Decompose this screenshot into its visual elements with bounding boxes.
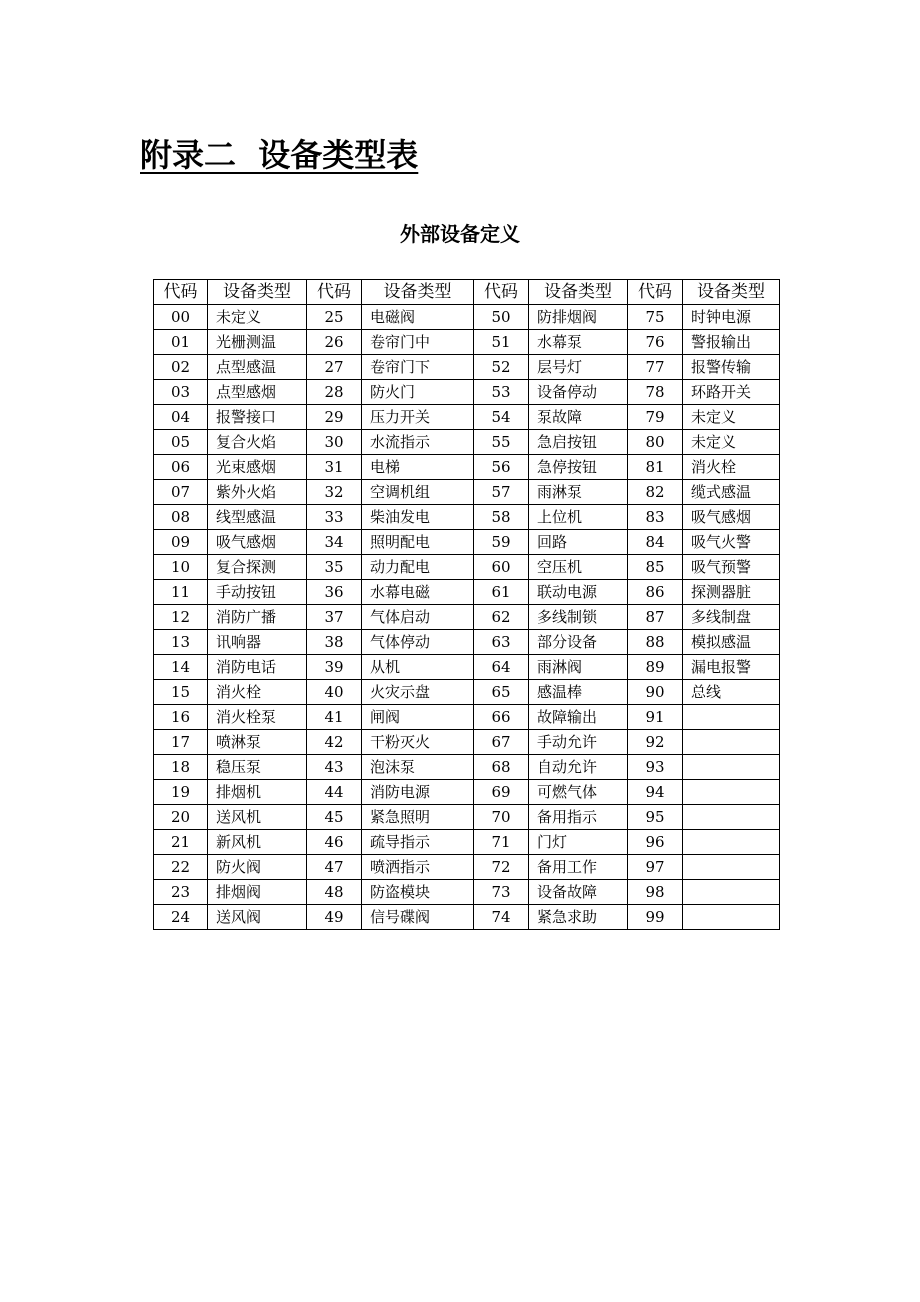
code-cell: 24	[154, 905, 208, 930]
device-type-cell: 可燃气体	[529, 780, 628, 805]
code-cell: 27	[307, 355, 362, 380]
code-cell: 43	[307, 755, 362, 780]
code-cell: 46	[307, 830, 362, 855]
table-header-row	[154, 280, 780, 305]
device-type-cell: 紫外火焰	[208, 480, 307, 505]
code-cell: 84	[628, 530, 683, 555]
code-cell: 66	[474, 705, 529, 730]
code-cell: 92	[628, 730, 683, 755]
code-cell: 07	[154, 480, 208, 505]
table-row	[154, 730, 780, 755]
device-type-cell: 喷淋泵	[208, 730, 307, 755]
code-cell: 70	[474, 805, 529, 830]
device-type-cell: 水幕泵	[529, 330, 628, 355]
device-type-cell: 吸气感烟	[208, 530, 307, 555]
code-cell: 48	[307, 880, 362, 905]
code-cell: 12	[154, 605, 208, 630]
code-cell: 85	[628, 555, 683, 580]
code-cell: 41	[307, 705, 362, 730]
device-type-cell: 信号碟阀	[362, 905, 474, 930]
code-cell: 93	[628, 755, 683, 780]
code-cell: 36	[307, 580, 362, 605]
device-type-cell: 火灾示盘	[362, 680, 474, 705]
code-cell: 89	[628, 655, 683, 680]
device-type-cell: 消火栓	[683, 455, 780, 480]
column-header-device-type: 设备类型	[529, 280, 628, 305]
code-cell: 23	[154, 880, 208, 905]
table-row	[154, 330, 780, 355]
device-type-cell: 紧急求助	[529, 905, 628, 930]
table-row	[154, 455, 780, 480]
code-cell: 35	[307, 555, 362, 580]
device-type-cell: 联动电源	[529, 580, 628, 605]
code-cell: 45	[307, 805, 362, 830]
page-title: 附录二 设备类型表	[140, 136, 419, 174]
device-type-cell: 消防电话	[208, 655, 307, 680]
device-type-cell: 疏导指示	[362, 830, 474, 855]
table-body	[154, 305, 780, 930]
table-row	[154, 905, 780, 930]
code-cell: 11	[154, 580, 208, 605]
device-type-cell: 点型感温	[208, 355, 307, 380]
device-type-cell: 雨淋阀	[529, 655, 628, 680]
device-type-cell: 消火栓	[208, 680, 307, 705]
device-type-cell: 电磁阀	[362, 305, 474, 330]
device-type-cell: 水流指示	[362, 430, 474, 455]
code-cell: 61	[474, 580, 529, 605]
device-type-cell: 干粉灭火	[362, 730, 474, 755]
code-cell: 04	[154, 405, 208, 430]
code-cell: 83	[628, 505, 683, 530]
code-cell: 62	[474, 605, 529, 630]
device-type-cell: 排烟机	[208, 780, 307, 805]
code-cell: 21	[154, 830, 208, 855]
device-type-cell: 喷洒指示	[362, 855, 474, 880]
device-type-cell: 上位机	[529, 505, 628, 530]
device-type-cell: 未定义	[683, 405, 780, 430]
table-row	[154, 505, 780, 530]
code-cell: 75	[628, 305, 683, 330]
code-cell: 32	[307, 480, 362, 505]
table-row	[154, 755, 780, 780]
device-type-cell: 缆式感温	[683, 480, 780, 505]
device-type-cell: 泵故障	[529, 405, 628, 430]
code-cell: 73	[474, 880, 529, 905]
device-type-cell: 气体启动	[362, 605, 474, 630]
device-type-cell: 多线制盘	[683, 605, 780, 630]
device-type-cell: 门灯	[529, 830, 628, 855]
device-type-cell: 未定义	[683, 430, 780, 455]
code-cell: 13	[154, 630, 208, 655]
device-type-cell	[683, 705, 780, 730]
code-cell: 30	[307, 430, 362, 455]
table-row	[154, 405, 780, 430]
device-type-cell: 气体停动	[362, 630, 474, 655]
device-type-cell: 备用指示	[529, 805, 628, 830]
device-type-cell: 光束感烟	[208, 455, 307, 480]
device-type-cell	[683, 830, 780, 855]
table-row	[154, 605, 780, 630]
code-cell: 05	[154, 430, 208, 455]
code-cell: 82	[628, 480, 683, 505]
code-cell: 80	[628, 430, 683, 455]
device-type-cell: 故障输出	[529, 705, 628, 730]
code-cell: 15	[154, 680, 208, 705]
device-type-cell: 复合火焰	[208, 430, 307, 455]
device-type-cell: 层号灯	[529, 355, 628, 380]
device-type-cell: 手动按钮	[208, 580, 307, 605]
device-type-cell: 模拟感温	[683, 630, 780, 655]
code-cell: 22	[154, 855, 208, 880]
code-cell: 10	[154, 555, 208, 580]
code-cell: 96	[628, 830, 683, 855]
table-row	[154, 630, 780, 655]
device-type-cell: 光栅测温	[208, 330, 307, 355]
code-cell: 94	[628, 780, 683, 805]
table-row	[154, 555, 780, 580]
code-cell: 74	[474, 905, 529, 930]
code-cell: 98	[628, 880, 683, 905]
code-cell: 16	[154, 705, 208, 730]
device-type-cell: 设备故障	[529, 880, 628, 905]
device-type-cell: 复合探测	[208, 555, 307, 580]
code-cell: 79	[628, 405, 683, 430]
code-cell: 28	[307, 380, 362, 405]
device-type-cell: 防盗模块	[362, 880, 474, 905]
device-type-cell: 吸气预警	[683, 555, 780, 580]
code-cell: 00	[154, 305, 208, 330]
device-type-cell: 吸气火警	[683, 530, 780, 555]
code-cell: 03	[154, 380, 208, 405]
code-cell: 97	[628, 855, 683, 880]
device-type-cell: 报警接口	[208, 405, 307, 430]
code-cell: 42	[307, 730, 362, 755]
device-type-cell: 消防电源	[362, 780, 474, 805]
code-cell: 95	[628, 805, 683, 830]
device-type-cell: 泡沫泵	[362, 755, 474, 780]
code-cell: 17	[154, 730, 208, 755]
code-cell: 55	[474, 430, 529, 455]
device-type-cell: 送风机	[208, 805, 307, 830]
device-type-cell: 备用工作	[529, 855, 628, 880]
code-cell: 37	[307, 605, 362, 630]
device-type-cell: 急启按钮	[529, 430, 628, 455]
code-cell: 20	[154, 805, 208, 830]
code-cell: 69	[474, 780, 529, 805]
code-cell: 50	[474, 305, 529, 330]
code-cell: 57	[474, 480, 529, 505]
code-cell: 56	[474, 455, 529, 480]
code-cell: 81	[628, 455, 683, 480]
device-type-cell: 手动允许	[529, 730, 628, 755]
code-cell: 25	[307, 305, 362, 330]
code-cell: 59	[474, 530, 529, 555]
code-cell: 26	[307, 330, 362, 355]
device-type-cell: 报警传输	[683, 355, 780, 380]
table-row	[154, 480, 780, 505]
column-header-device-type: 设备类型	[683, 280, 780, 305]
code-cell: 67	[474, 730, 529, 755]
column-header-code: 代码	[628, 280, 683, 305]
code-cell: 64	[474, 655, 529, 680]
code-cell: 76	[628, 330, 683, 355]
device-type-cell	[683, 805, 780, 830]
device-type-cell: 设备停动	[529, 380, 628, 405]
code-cell: 53	[474, 380, 529, 405]
code-cell: 40	[307, 680, 362, 705]
device-type-cell: 紧急照明	[362, 805, 474, 830]
device-type-cell: 压力开关	[362, 405, 474, 430]
table-row	[154, 380, 780, 405]
device-type-cell	[683, 730, 780, 755]
code-cell: 38	[307, 630, 362, 655]
code-cell: 14	[154, 655, 208, 680]
table-row	[154, 680, 780, 705]
device-type-cell: 卷帘门下	[362, 355, 474, 380]
code-cell: 08	[154, 505, 208, 530]
device-type-cell: 照明配电	[362, 530, 474, 555]
device-type-cell: 空压机	[529, 555, 628, 580]
device-type-cell: 漏电报警	[683, 655, 780, 680]
code-cell: 90	[628, 680, 683, 705]
code-cell: 52	[474, 355, 529, 380]
device-type-cell: 动力配电	[362, 555, 474, 580]
device-type-cell: 吸气感烟	[683, 505, 780, 530]
table-title: 外部设备定义	[400, 222, 520, 246]
device-type-cell: 防火阀	[208, 855, 307, 880]
device-type-cell: 柴油发电	[362, 505, 474, 530]
table-row	[154, 655, 780, 680]
device-type-cell: 未定义	[208, 305, 307, 330]
code-cell: 77	[628, 355, 683, 380]
code-cell: 33	[307, 505, 362, 530]
code-cell: 19	[154, 780, 208, 805]
device-type-cell: 线型感温	[208, 505, 307, 530]
device-type-cell: 回路	[529, 530, 628, 555]
device-type-cell: 从机	[362, 655, 474, 680]
table-row	[154, 355, 780, 380]
device-type-cell: 急停按钮	[529, 455, 628, 480]
device-type-cell: 排烟阀	[208, 880, 307, 905]
code-cell: 63	[474, 630, 529, 655]
code-cell: 78	[628, 380, 683, 405]
code-cell: 99	[628, 905, 683, 930]
code-cell: 49	[307, 905, 362, 930]
table-row	[154, 305, 780, 330]
table-row	[154, 530, 780, 555]
code-cell: 58	[474, 505, 529, 530]
device-type-cell: 雨淋泵	[529, 480, 628, 505]
code-cell: 06	[154, 455, 208, 480]
code-cell: 34	[307, 530, 362, 555]
table-row	[154, 805, 780, 830]
device-type-cell: 消防广播	[208, 605, 307, 630]
column-header-code: 代码	[307, 280, 362, 305]
column-header-device-type: 设备类型	[208, 280, 307, 305]
device-type-cell: 警报输出	[683, 330, 780, 355]
column-header-device-type: 设备类型	[362, 280, 474, 305]
device-type-cell: 点型感烟	[208, 380, 307, 405]
code-cell: 87	[628, 605, 683, 630]
device-type-cell: 环路开关	[683, 380, 780, 405]
device-type-cell: 空调机组	[362, 480, 474, 505]
device-type-cell: 稳压泵	[208, 755, 307, 780]
code-cell: 91	[628, 705, 683, 730]
device-type-cell: 电梯	[362, 455, 474, 480]
column-header-code: 代码	[154, 280, 208, 305]
device-type-cell: 新风机	[208, 830, 307, 855]
code-cell: 72	[474, 855, 529, 880]
column-header-code: 代码	[474, 280, 529, 305]
table-row	[154, 580, 780, 605]
table-row	[154, 855, 780, 880]
code-cell: 01	[154, 330, 208, 355]
device-type-cell	[683, 905, 780, 930]
table-row	[154, 430, 780, 455]
device-type-cell: 防火门	[362, 380, 474, 405]
code-cell: 31	[307, 455, 362, 480]
device-type-cell: 多线制锁	[529, 605, 628, 630]
code-cell: 18	[154, 755, 208, 780]
device-type-cell: 探测器脏	[683, 580, 780, 605]
code-cell: 02	[154, 355, 208, 380]
table-row	[154, 830, 780, 855]
code-cell: 51	[474, 330, 529, 355]
code-cell: 88	[628, 630, 683, 655]
code-cell: 68	[474, 755, 529, 780]
device-type-cell: 部分设备	[529, 630, 628, 655]
device-type-cell: 卷帘门中	[362, 330, 474, 355]
code-cell: 47	[307, 855, 362, 880]
device-type-cell: 闸阀	[362, 705, 474, 730]
device-type-cell	[683, 855, 780, 880]
table-row	[154, 705, 780, 730]
device-type-cell: 水幕电磁	[362, 580, 474, 605]
code-cell: 39	[307, 655, 362, 680]
device-type-cell: 自动允许	[529, 755, 628, 780]
code-cell: 71	[474, 830, 529, 855]
code-cell: 65	[474, 680, 529, 705]
device-type-cell	[683, 780, 780, 805]
code-cell: 54	[474, 405, 529, 430]
device-type-cell: 防排烟阀	[529, 305, 628, 330]
device-type-cell: 总线	[683, 680, 780, 705]
device-type-cell: 消火栓泵	[208, 705, 307, 730]
code-cell: 44	[307, 780, 362, 805]
code-cell: 29	[307, 405, 362, 430]
device-type-cell: 感温棒	[529, 680, 628, 705]
device-type-cell	[683, 880, 780, 905]
code-cell: 86	[628, 580, 683, 605]
device-type-cell	[683, 755, 780, 780]
device-type-cell: 时钟电源	[683, 305, 780, 330]
table-row	[154, 880, 780, 905]
device-type-cell: 讯响器	[208, 630, 307, 655]
device-type-table	[153, 279, 780, 930]
code-cell: 09	[154, 530, 208, 555]
table-row	[154, 780, 780, 805]
code-cell: 60	[474, 555, 529, 580]
device-type-cell: 送风阀	[208, 905, 307, 930]
